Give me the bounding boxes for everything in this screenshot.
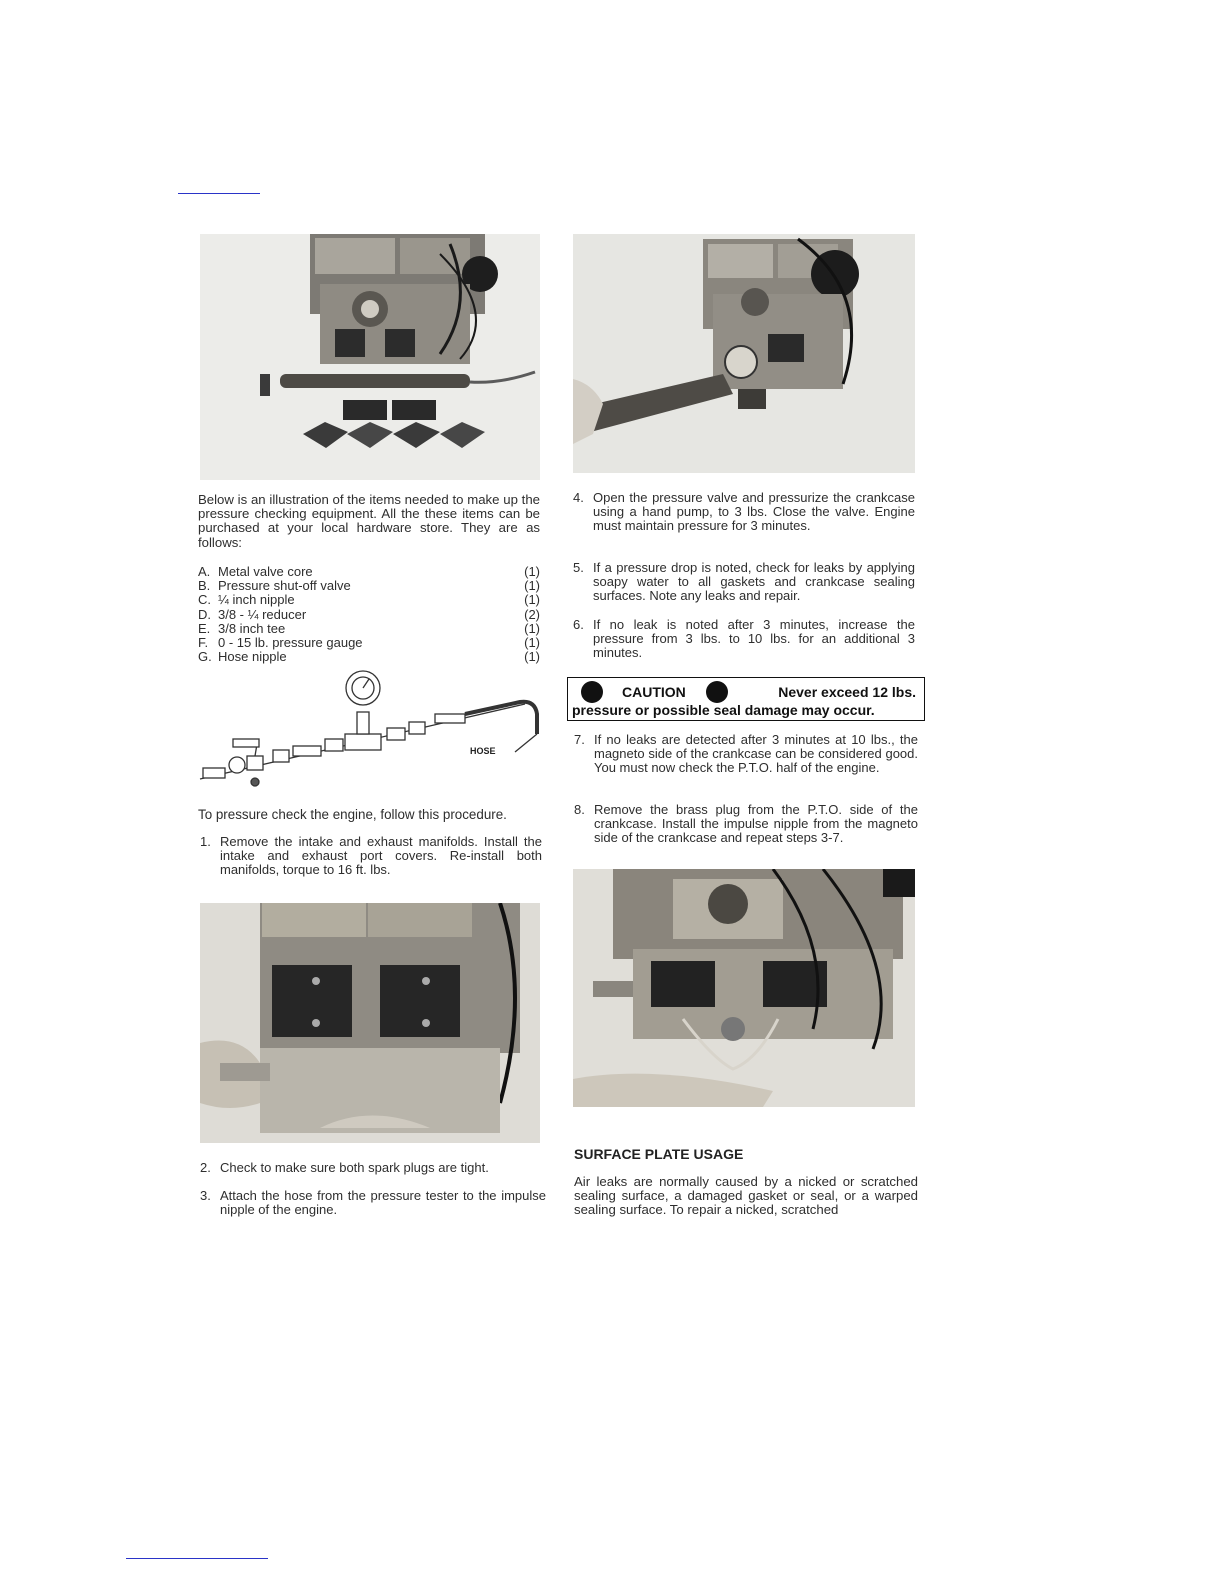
list-item: C. ¼ inch nipple (1) <box>198 592 540 608</box>
surface-plate-paragraph: Air leaks are normally caused by a nicked or scratched sealing surface, a damaged gasket or seal, or a warped sealing surface. To repair a nicked, scratched <box>574 1174 918 1218</box>
list-item: G. Hose nipple (1) <box>198 649 540 665</box>
bottom-link-rule[interactable] <box>126 1558 268 1559</box>
top-link-rule[interactable] <box>178 193 260 194</box>
list-item: E. 3/8 inch tee (1) <box>198 620 540 636</box>
list-item: D. 3/8 - ¼ reducer (2) <box>198 606 540 622</box>
list-item: F. 0 - 15 lb. pressure gauge (1) <box>198 634 540 650</box>
pressure-tester-diagram <box>195 664 545 794</box>
caution-text-top: Never exceed 12 lbs. <box>778 684 916 700</box>
photo-engine-with-pump <box>200 234 540 480</box>
intro-paragraph: Below is an illustration of the items needed to make up the pressure checking equipment. All the these items can be purchased at your local hardware store. They are as follows: <box>198 492 540 550</box>
surface-plate-heading: SURFACE PLATE USAGE <box>574 1146 744 1162</box>
caution-bullet-icon <box>581 681 603 703</box>
hose-label: HOSE <box>470 746 496 756</box>
procedure-intro: To pressure check the engine, follow this procedure. <box>198 807 507 822</box>
photo-hand-pump-pressurizing <box>573 234 915 473</box>
photo-port-covers-installed <box>200 903 540 1143</box>
caution-bullet-icon <box>706 681 728 703</box>
caution-text-bottom: pressure or possible seal damage may occur. <box>572 702 875 718</box>
parts-list <box>198 565 540 664</box>
caution-label: CAUTION <box>622 684 686 700</box>
caution-box <box>567 677 925 721</box>
list-item: B. Pressure shut-off valve (1) <box>198 578 540 594</box>
photo-pto-side-check <box>573 869 915 1107</box>
list-item: A. Metal valve core (1) <box>198 564 540 579</box>
